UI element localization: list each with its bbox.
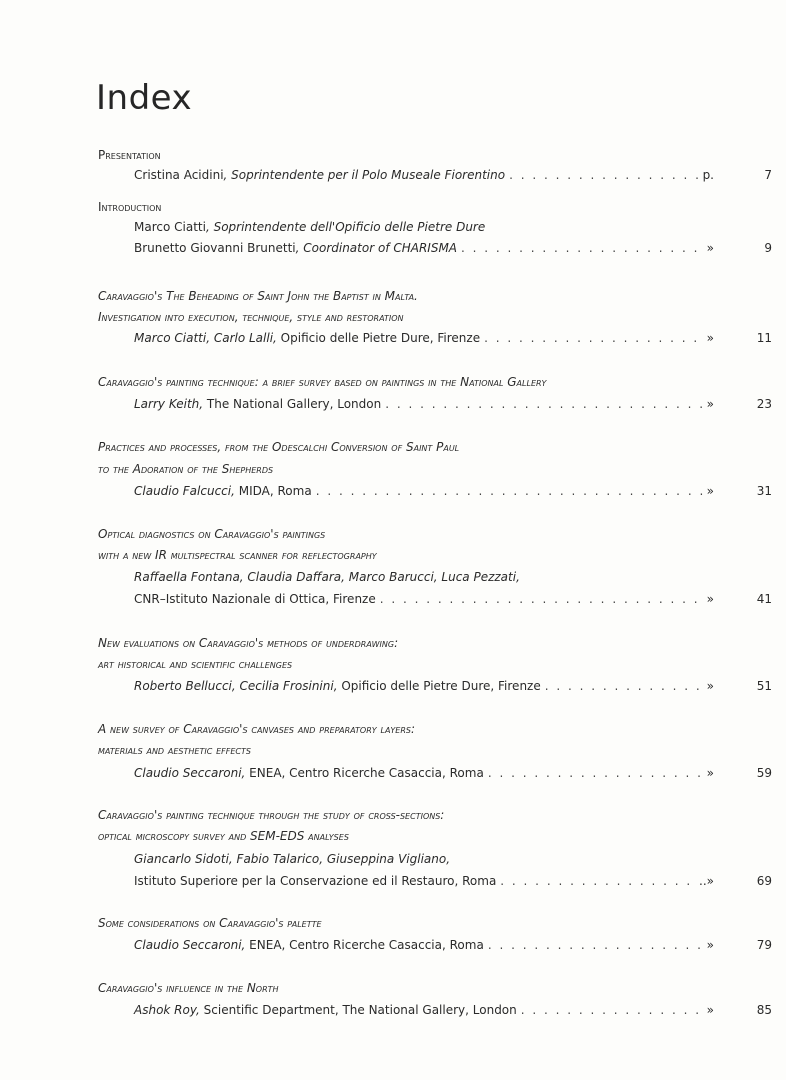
toc-entry[interactable]	[134, 241, 772, 255]
page-number: 7	[764, 168, 772, 182]
section-heading: Caravaggio's influence in the North	[98, 981, 279, 995]
dot-leader	[488, 766, 703, 780]
page-number: 51	[756, 679, 772, 693]
entry-author: Raffaella Fontana, Claudia Daffara, Marco Barucci, Luca Pezzati,	[134, 570, 520, 584]
page-marker: »	[706, 397, 714, 411]
toc-entry[interactable]	[134, 679, 772, 693]
entry-author: Claudio Falcucci,	[134, 484, 235, 498]
section-heading: New evaluations on Caravaggio's methods of underdrawing:	[98, 636, 399, 650]
page-number: 41	[756, 592, 772, 606]
page-marker: »	[706, 241, 714, 255]
page-number: 85	[756, 1003, 772, 1017]
page-title: Index	[96, 78, 193, 118]
section-heading: Some considerations on Caravaggio's palette	[98, 916, 322, 930]
section-heading: Caravaggio's The Beheading of Saint John the Baptist in Malta.	[98, 289, 418, 303]
entry-affiliation: , Soprintendente per il Polo Museale Fiorentino	[223, 168, 506, 182]
toc-entry[interactable]	[134, 484, 772, 498]
page-marker: »	[706, 592, 714, 606]
toc-entry[interactable]	[134, 938, 772, 952]
page-number: 31	[756, 484, 772, 498]
entry-affiliation: ENEA, Centro Ricerche Casaccia, Roma	[245, 938, 484, 952]
dot-leader	[380, 592, 703, 606]
entry-affiliation: Istituto Superiore per la Conservazione ed il Restauro, Roma	[134, 874, 497, 888]
page-marker: »	[706, 938, 714, 952]
dot-leader	[461, 241, 703, 255]
toc-entry[interactable]	[134, 220, 485, 234]
entry-author: Brunetto Giovanni Brunetti	[134, 241, 296, 255]
page-marker: p.	[702, 168, 714, 182]
entry-author: Marco Ciatti, Carlo Lalli,	[134, 331, 277, 345]
page-number: 11	[756, 331, 772, 345]
page-number: 79	[756, 938, 772, 952]
section-heading: Presentation	[98, 148, 161, 162]
toc-entry[interactable]	[134, 592, 772, 606]
entry-author: Claudio Seccaroni,	[134, 766, 246, 780]
toc-entry[interactable]	[134, 397, 772, 411]
section-heading: Investigation into execution, technique, style and restoration	[98, 310, 404, 324]
toc-entry[interactable]	[134, 331, 772, 345]
dot-leader	[316, 484, 703, 498]
section-heading: Optical diagnostics on Caravaggio's paintings	[98, 527, 326, 541]
section-heading: Practices and processes, from the Odescalchi Conversion of Saint Paul	[98, 440, 460, 454]
page-number: 9	[764, 241, 772, 255]
section-heading: optical microscopy survey and SEM-EDS analyses	[98, 829, 349, 843]
page-marker: »	[706, 331, 714, 345]
dot-leader	[488, 938, 703, 952]
page-marker: »	[706, 679, 714, 693]
entry-affiliation: Scientific Department, The National Gallery, London	[199, 1003, 517, 1017]
entry-author: Larry Keith,	[134, 397, 204, 411]
dot-leader	[484, 331, 703, 345]
entry-author: Marco Ciatti	[134, 220, 206, 234]
entry-affiliation: ENEA, Centro Ricerche Casaccia, Roma	[245, 766, 484, 780]
entry-affiliation: MIDA, Roma	[234, 484, 312, 498]
page-number: 59	[756, 766, 772, 780]
toc-entry[interactable]	[134, 570, 520, 584]
page-number: 23	[756, 397, 772, 411]
entry-author: Cristina Acidini	[134, 168, 224, 182]
entry-affiliation: Opificio delle Pietre Dure, Firenze	[337, 679, 541, 693]
dot-leader	[500, 874, 695, 888]
section-heading: Caravaggio's painting technique through the study of cross-sections:	[98, 808, 445, 822]
toc-entry[interactable]	[134, 766, 772, 780]
toc-entry[interactable]	[134, 874, 772, 888]
page-marker: »	[706, 766, 714, 780]
page-marker: »	[706, 484, 714, 498]
entry-affiliation: Opificio delle Pietre Dure, Firenze	[276, 331, 481, 345]
dot-leader	[385, 397, 702, 411]
entry-author: Ashok Roy,	[134, 1003, 200, 1017]
entry-affiliation: , Coordinator of CHARISMA	[295, 241, 458, 255]
section-heading: Caravaggio's painting technique: a brief survey based on paintings in the National Gallery	[98, 375, 547, 389]
page-marker: ..»	[699, 874, 714, 888]
section-heading: with a new IR multispectral scanner for reflectography	[98, 548, 377, 562]
entry-affiliation: , Soprintendente dell'Opificio delle Pietre Dure	[205, 220, 486, 234]
section-heading: A new survey of Caravaggio's canvases and preparatory layers:	[98, 722, 416, 736]
dot-leader	[545, 679, 703, 693]
entry-affiliation: CNR–Istituto Nazionale di Ottica, Firenze	[134, 592, 376, 606]
dot-leader	[509, 168, 698, 182]
page-number: 69	[756, 874, 772, 888]
toc-entry[interactable]	[134, 168, 772, 182]
entry-author: Giancarlo Sidoti, Fabio Talarico, Giuseppina Vigliano,	[134, 852, 451, 866]
toc-entry[interactable]	[134, 852, 450, 866]
section-heading: art historical and scientific challenges	[98, 657, 293, 671]
toc-entry[interactable]	[134, 1003, 772, 1017]
section-heading: materials and aesthetic effects	[98, 743, 251, 757]
dot-leader	[521, 1003, 703, 1017]
entry-author: Claudio Seccaroni,	[134, 938, 246, 952]
entry-author: Roberto Bellucci, Cecilia Frosinini,	[134, 679, 338, 693]
page-marker: »	[706, 1003, 714, 1017]
section-heading: to the Adoration of the Shepherds	[98, 462, 274, 476]
entry-affiliation: The National Gallery, London	[203, 397, 382, 411]
section-heading: Introduction	[98, 200, 162, 214]
